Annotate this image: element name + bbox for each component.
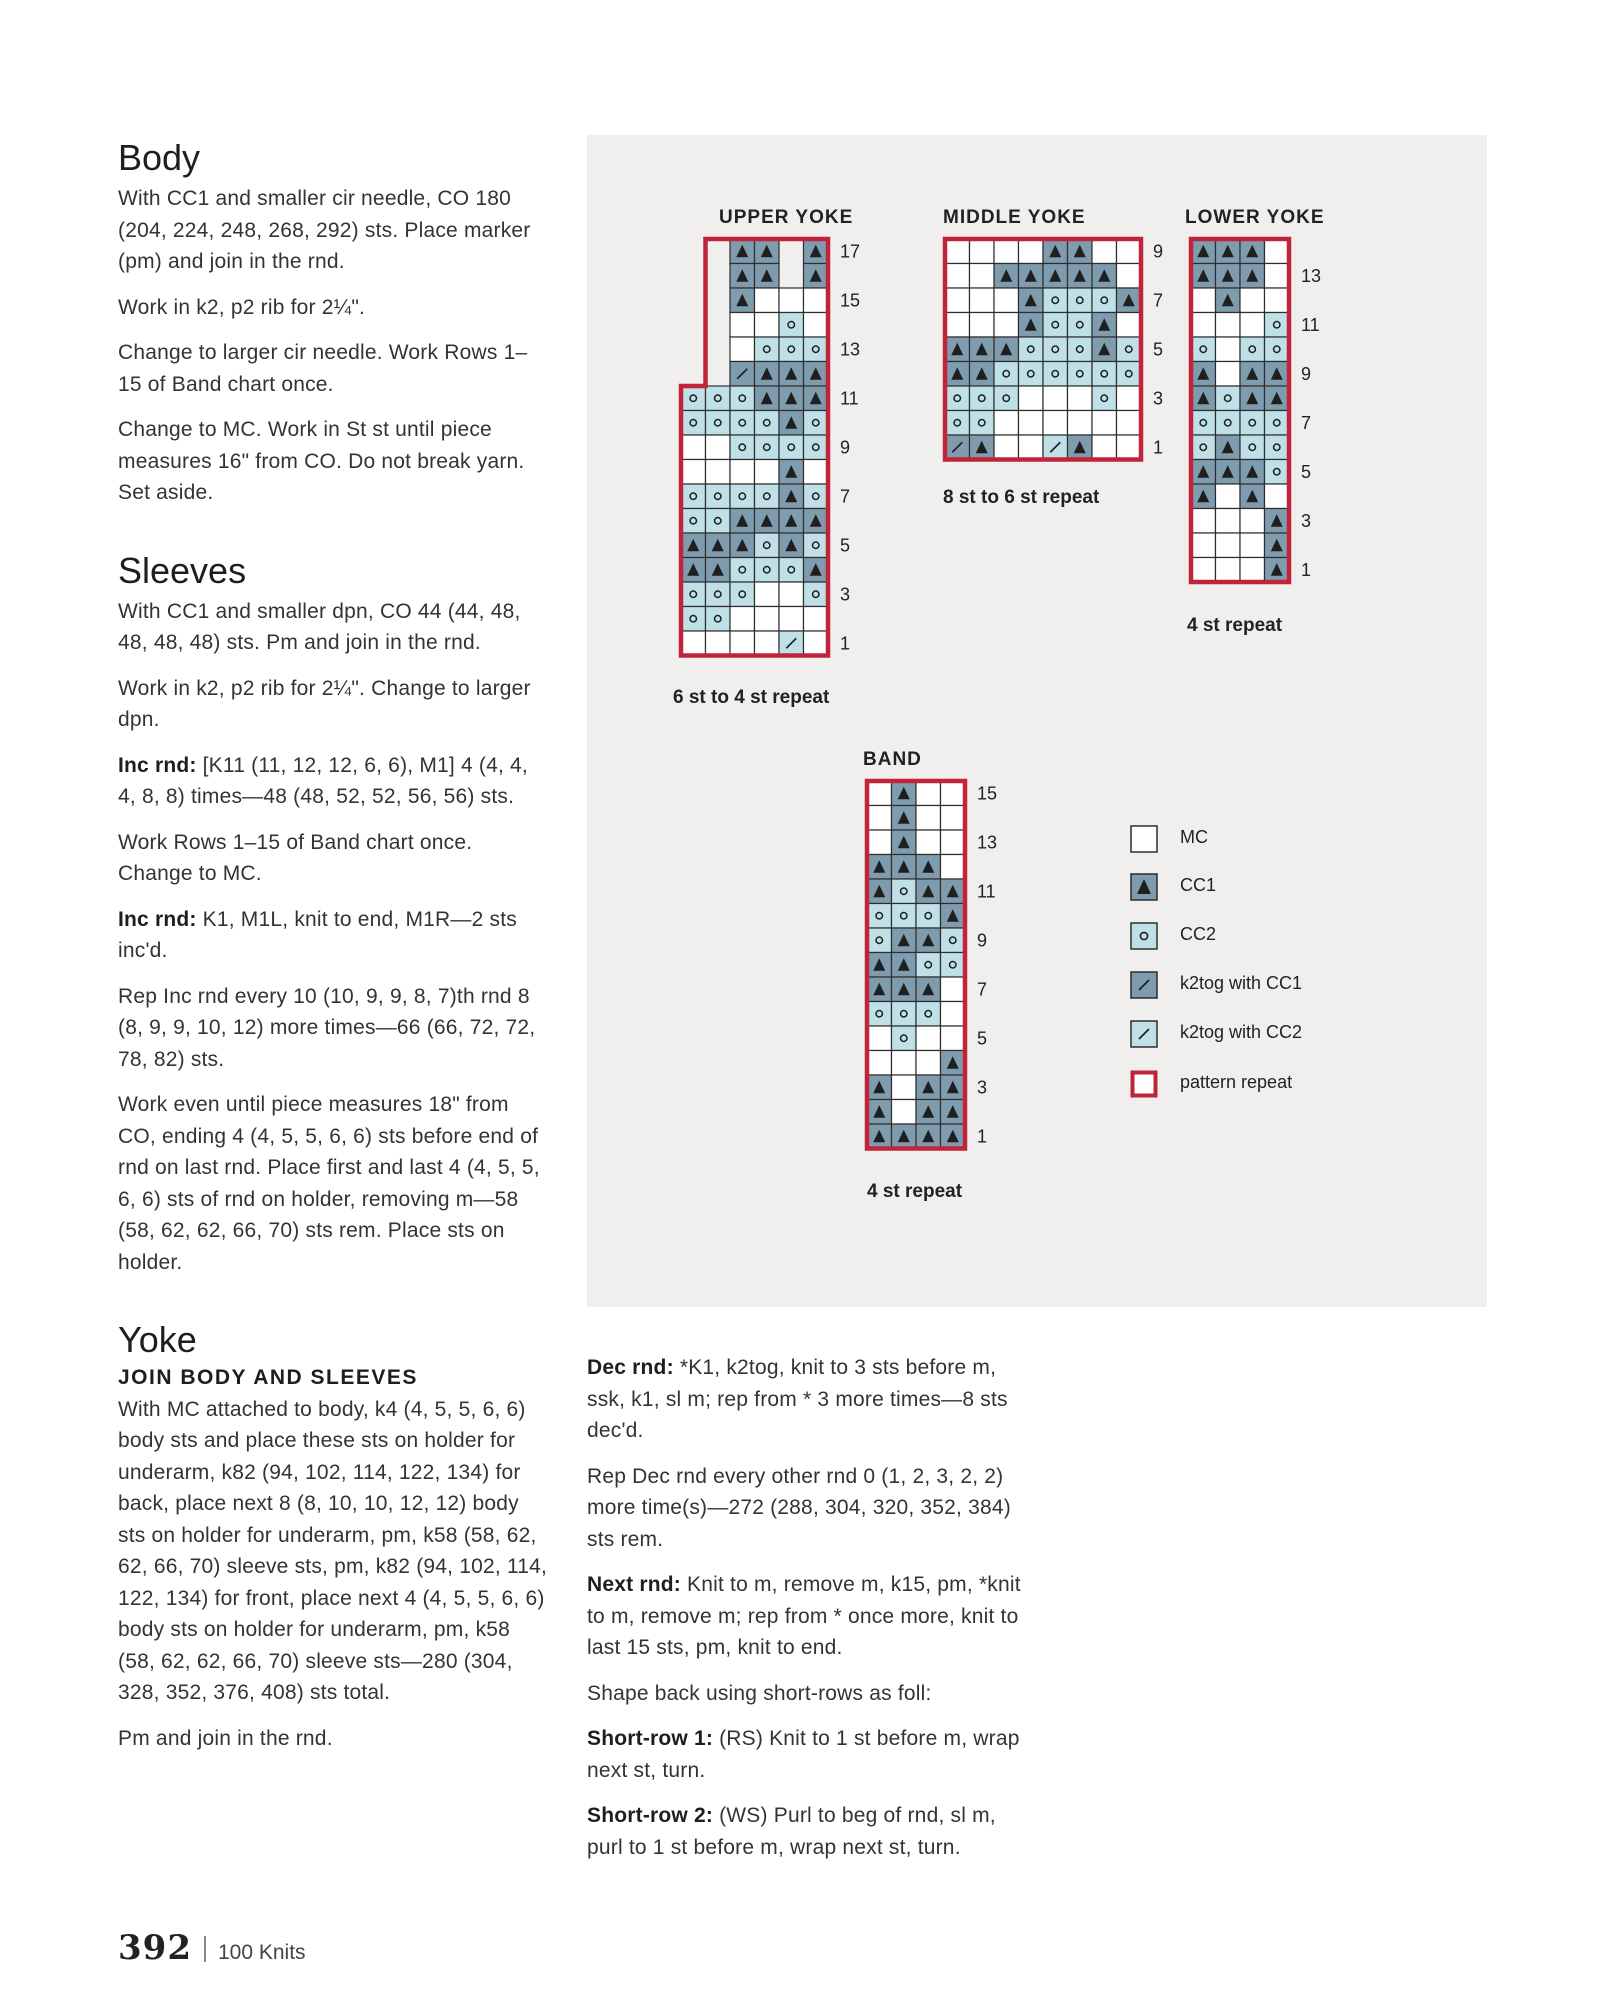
middle_yoke-stitch-cell xyxy=(1068,288,1093,313)
upper_yoke-stitch-cell xyxy=(681,607,706,632)
band-stitch-cell xyxy=(916,806,941,831)
next-rnd-text: Knit to m, remove m, k15, pm, *knit to m, remove m; rep from * once more, knit to last 15 sts, pm, knit to end. xyxy=(587,1573,1021,1659)
middle_yoke-stitch-cell xyxy=(1043,313,1068,338)
upper_yoke-row-number: 17 xyxy=(840,241,861,262)
sleeves-heading: Sleeves xyxy=(118,549,247,591)
middle_yoke-stitch-cell xyxy=(1092,288,1117,313)
middle_yoke-stitch-cell xyxy=(945,264,970,289)
sleeves-paragraph-2: Work in k2, p2 rib for 2¼". Change to larger dpn. xyxy=(118,676,531,732)
band-stitch-cell xyxy=(867,1002,892,1027)
band-stitch-cell xyxy=(867,830,892,855)
middle_yoke-row-number: 5 xyxy=(1153,339,1164,360)
middle_yoke-stitch-cell xyxy=(1019,386,1044,411)
band-stitch-cell xyxy=(941,1026,966,1051)
middle_yoke-stitch-cell xyxy=(1092,386,1117,411)
upper_yoke-stitch-cell xyxy=(804,607,829,632)
body-paragraph-1: With CC1 and smaller cir needle, CO 180 (204, 224, 248, 268, 292) sts. Place marker (pm) and join in the rnd. xyxy=(118,187,531,274)
sleeves-paragraph-5 xyxy=(118,904,548,967)
short-row-2-label: Short-row 2: xyxy=(587,1804,714,1827)
lower_yoke-stitch-cell xyxy=(1240,411,1265,436)
middle_yoke-row-number: 7 xyxy=(1153,290,1164,311)
band-stitch-cell xyxy=(916,1051,941,1076)
lower_yoke-stitch-cell xyxy=(1216,558,1241,583)
band-stitch-cell xyxy=(916,1026,941,1051)
legend-label-mc: MC xyxy=(1180,827,1208,847)
upper_yoke-row-number: 9 xyxy=(840,437,851,458)
body-paragraph-3: Change to larger cir needle. Work Rows 1–15 of Band chart once. xyxy=(118,341,528,396)
footer-separator xyxy=(204,1936,206,1962)
lower_yoke-row-number: 13 xyxy=(1301,265,1322,286)
middle_yoke-stitch-cell xyxy=(1043,362,1068,387)
middle_yoke-stitch-cell xyxy=(1068,362,1093,387)
band-row-number: 11 xyxy=(977,881,996,902)
upper_yoke-stitch-cell xyxy=(755,288,780,313)
upper_yoke-row-number: 11 xyxy=(840,388,859,409)
lower_yoke-stitch-cell xyxy=(1265,313,1290,338)
yoke-paragraph-1: With MC attached to body, k4 (4, 5, 5, 6, 6) body sts and place these sts on holder for underarm, k82 (94, 102, 114, 122, 134) for back, place next 8 (8, 10, 10, 12, 12) body sts on holder for underarm, pm, k58 (58, 62, 62, 66, 70) sleeve sts, pm, k82 (94, 102, 114, 122, 134) for front, place next 4 (4, 5, 5, 6, 6) body sts on holder for underarm, pm, k58 (58, 62, 62, 66, 70) sleeve sts—280 (304, 328, 352, 376, 408) sts total. xyxy=(118,1397,548,1705)
upper_yoke-stitch-cell xyxy=(706,411,731,436)
upper_yoke-stitch-cell xyxy=(730,411,755,436)
band-row-number: 7 xyxy=(977,979,988,1000)
lower_yoke-stitch-cell xyxy=(1265,411,1290,436)
upper_yoke-stitch-cell xyxy=(730,386,755,411)
upper_yoke-stitch-cell xyxy=(681,631,706,656)
middle_yoke-stitch-cell xyxy=(1043,386,1068,411)
lower_yoke-row-number: 3 xyxy=(1301,510,1312,531)
upper_yoke-stitch-cell xyxy=(730,558,755,583)
band-stitch-cell xyxy=(867,928,892,953)
middle_yoke-stitch-cell xyxy=(1043,337,1068,362)
upper_yoke-stitch-cell xyxy=(755,337,780,362)
upper_yoke-stitch-cell xyxy=(706,631,731,656)
upper_yoke-stitch-cell xyxy=(681,509,706,534)
sleeves-paragraph-1: With CC1 and smaller dpn, CO 44 (44, 48, 48, 48, 48) sts. Pm and join in the rnd. xyxy=(118,599,521,655)
shape-back-paragraph: Shape back using short-rows as foll: xyxy=(587,1681,932,1705)
upper_yoke-stitch-cell xyxy=(755,484,780,509)
upper_yoke-stitch-cell xyxy=(779,558,804,583)
upper-yoke-caption: 6 st to 4 st repeat xyxy=(673,687,830,708)
middle_yoke-stitch-cell xyxy=(994,239,1019,264)
band-stitch-cell xyxy=(892,1100,917,1125)
yoke-paragraph-2: Pm and join in the rnd. xyxy=(118,1726,333,1750)
middle_yoke-stitch-cell xyxy=(1068,411,1093,436)
upper_yoke-stitch-cell xyxy=(681,582,706,607)
middle_yoke-stitch-cell xyxy=(970,264,995,289)
lower_yoke-stitch-cell xyxy=(1240,435,1265,460)
band-row-number: 5 xyxy=(977,1028,988,1049)
cc2-circle-icon xyxy=(1130,922,1158,950)
band-stitch-cell xyxy=(916,953,941,978)
band-stitch-cell xyxy=(941,1002,966,1027)
upper_yoke-stitch-cell xyxy=(804,631,829,656)
book-title: 100 Knits xyxy=(217,1941,306,1964)
legend-label-cc1: CC1 xyxy=(1180,875,1217,895)
middle-column xyxy=(587,1352,1027,1877)
upper_yoke-stitch-cell xyxy=(804,288,829,313)
middle_yoke-cells xyxy=(945,239,1141,460)
upper_yoke-stitch-cell xyxy=(730,435,755,460)
k2tog-cc2-slash-icon xyxy=(1130,1020,1158,1048)
band-row-number: 15 xyxy=(977,783,998,804)
inc-rnd-label: Inc rnd: xyxy=(118,753,197,777)
band-stitch-cell xyxy=(867,806,892,831)
middle_yoke-stitch-cell xyxy=(1068,337,1093,362)
upper_yoke-stitch-cell xyxy=(779,288,804,313)
middle_yoke-stitch-cell xyxy=(1019,239,1044,264)
middle-yoke-caption: 8 st to 6 st repeat xyxy=(943,487,1100,508)
band-row-number: 1 xyxy=(977,1126,988,1147)
band-title: BAND xyxy=(863,749,922,770)
middle_yoke-stitch-cell xyxy=(1019,435,1044,460)
upper_yoke-stitch-cell xyxy=(730,313,755,338)
lower_yoke-stitch-cell xyxy=(1240,558,1265,583)
lower_yoke-stitch-cell xyxy=(1191,509,1216,534)
upper_yoke-stitch-cell xyxy=(755,607,780,632)
upper_yoke-stitch-cell xyxy=(804,533,829,558)
middle_yoke-stitch-cell xyxy=(1117,239,1142,264)
middle_yoke-stitch-cell xyxy=(1043,411,1068,436)
upper_yoke-stitch-cell xyxy=(779,313,804,338)
upper_yoke-stitch-cell xyxy=(730,337,755,362)
middle_yoke-stitch-cell xyxy=(994,435,1019,460)
middle-yoke-grid xyxy=(941,235,1164,505)
short-row-1-paragraph xyxy=(587,1723,1027,1786)
middle_yoke-stitch-cell xyxy=(994,313,1019,338)
upper_yoke-stitch-cell xyxy=(755,313,780,338)
upper_yoke-stitch-cell xyxy=(755,631,780,656)
middle_yoke-stitch-cell xyxy=(1092,239,1117,264)
upper_yoke-stitch-cell xyxy=(706,582,731,607)
upper_yoke-stitch-cell xyxy=(804,435,829,460)
upper_yoke-stitch-cell xyxy=(706,386,731,411)
middle_yoke-stitch-cell xyxy=(1092,411,1117,436)
lower_yoke-stitch-cell xyxy=(1265,337,1290,362)
upper_yoke-stitch-cell xyxy=(730,607,755,632)
middle_yoke-stitch-cell xyxy=(994,362,1019,387)
middle_yoke-stitch-cell xyxy=(1117,264,1142,289)
lower_yoke-stitch-cell xyxy=(1265,435,1290,460)
lower_yoke-stitch-cell xyxy=(1191,288,1216,313)
upper_yoke-stitch-cell xyxy=(755,582,780,607)
lower_yoke-stitch-cell xyxy=(1240,533,1265,558)
band-stitch-cell xyxy=(892,1051,917,1076)
upper_yoke-stitch-cell xyxy=(755,558,780,583)
band-stitch-cell xyxy=(892,1075,917,1100)
band-stitch-cell xyxy=(867,904,892,929)
middle_yoke-stitch-cell xyxy=(970,313,995,338)
middle_yoke-row-number: 9 xyxy=(1153,241,1164,262)
lower_yoke-row-number: 7 xyxy=(1301,412,1312,433)
middle_yoke-stitch-cell xyxy=(1092,362,1117,387)
chart-panel xyxy=(587,135,1487,1307)
lower_yoke-row-number: 5 xyxy=(1301,461,1312,482)
k2tog-cc1-slash-icon xyxy=(1130,971,1158,999)
middle_yoke-stitch-cell xyxy=(970,386,995,411)
middle_yoke-stitch-cell xyxy=(1117,411,1142,436)
lower_yoke-stitch-cell xyxy=(1265,239,1290,264)
inc-rnd-text: [K11 (11, 12, 12, 6, 6), M1] 4 (4, 4, 4, 8, 8) times—48 (48, 52, 52, 56, 56) sts. xyxy=(118,753,528,809)
upper_yoke-stitch-cell xyxy=(730,631,755,656)
band-stitch-cell xyxy=(941,830,966,855)
upper_yoke-stitch-cell xyxy=(681,435,706,460)
middle_yoke-stitch-cell xyxy=(945,239,970,264)
band-stitch-cell xyxy=(892,1002,917,1027)
lower_yoke-stitch-cell xyxy=(1216,337,1241,362)
middle_yoke-stitch-cell xyxy=(970,411,995,436)
middle_yoke-stitch-cell xyxy=(1117,362,1142,387)
middle_yoke-stitch-cell xyxy=(1117,386,1142,411)
upper_yoke-row-number: 15 xyxy=(840,290,861,311)
upper_yoke-stitch-cell xyxy=(755,435,780,460)
lower_yoke-stitch-cell xyxy=(1265,484,1290,509)
middle_yoke-stitch-cell xyxy=(1019,411,1044,436)
middle_yoke-stitch-cell xyxy=(1068,386,1093,411)
body-heading: Body xyxy=(118,137,201,178)
middle_yoke-stitch-cell xyxy=(994,411,1019,436)
band-stitch-cell xyxy=(892,879,917,904)
middle_yoke-stitch-cell xyxy=(1117,337,1142,362)
lower-yoke-grid xyxy=(1187,235,1337,635)
middle_yoke-stitch-cell xyxy=(970,288,995,313)
middle_yoke-stitch-cell xyxy=(1117,313,1142,338)
middle_yoke-stitch-cell xyxy=(945,411,970,436)
inc-rnd-text-2: K1, M1L, knit to end, M1R—2 sts inc'd. xyxy=(118,907,517,963)
middle_yoke-stitch-cell xyxy=(945,313,970,338)
lower_yoke-stitch-cell xyxy=(1240,288,1265,313)
band-stitch-cell xyxy=(941,977,966,1002)
lower-yoke-title: LOWER YOKE xyxy=(1185,207,1325,228)
band-grid xyxy=(863,777,1013,1207)
sleeves-paragraph-3 xyxy=(118,750,548,813)
legend-label-repeat: pattern repeat xyxy=(1180,1072,1293,1092)
lower_yoke-stitch-cell xyxy=(1216,411,1241,436)
cc1-triangle-icon xyxy=(1130,873,1158,901)
lower_yoke-stitch-cell xyxy=(1191,313,1216,338)
upper_yoke-stitch-cell xyxy=(706,435,731,460)
lower_yoke-stitch-cell xyxy=(1216,484,1241,509)
lower_yoke-stitch-cell xyxy=(1216,362,1241,387)
upper_yoke-stitch-cell xyxy=(681,460,706,485)
band-stitch-cell xyxy=(892,1026,917,1051)
middle_yoke-stitch-cell xyxy=(1019,337,1044,362)
upper_yoke-stitch-cell xyxy=(779,435,804,460)
band-stitch-cell xyxy=(867,1026,892,1051)
upper_yoke-stitch-cell xyxy=(804,460,829,485)
upper_yoke-stitch-cell xyxy=(706,607,731,632)
dec-rnd-text: *K1, k2tog, knit to 3 sts before m, ssk, k1, sl m; rep from * 3 more times—8 sts dec'd. xyxy=(587,1356,1008,1442)
upper_yoke-stitch-cell xyxy=(730,460,755,485)
pattern-repeat-box-icon xyxy=(1130,1070,1158,1098)
upper_yoke-stitch-cell xyxy=(755,411,780,436)
lower_yoke-stitch-cell xyxy=(1265,460,1290,485)
upper_yoke-stitch-cell xyxy=(681,386,706,411)
join-subheading: JOIN BODY AND SLEEVES xyxy=(118,1365,418,1389)
upper_yoke-stitch-cell xyxy=(804,337,829,362)
upper_yoke-cells xyxy=(681,239,828,656)
band-stitch-cell xyxy=(892,904,917,929)
lower_yoke-stitch-cell xyxy=(1265,288,1290,313)
lower_yoke-stitch-cell xyxy=(1265,264,1290,289)
upper_yoke-stitch-cell xyxy=(779,607,804,632)
band-stitch-cell xyxy=(916,830,941,855)
lower_yoke-stitch-cell xyxy=(1216,509,1241,534)
middle_yoke-row-number: 1 xyxy=(1153,437,1164,458)
upper_yoke-row-number: 3 xyxy=(840,584,851,605)
band-stitch-cell xyxy=(867,1051,892,1076)
band-stitch-cell xyxy=(916,904,941,929)
lower_yoke-stitch-cell xyxy=(1191,533,1216,558)
left-column xyxy=(118,136,548,1768)
band-stitch-cell xyxy=(941,781,966,806)
lower_yoke-stitch-cell xyxy=(1191,411,1216,436)
upper_yoke-stitch-cell xyxy=(706,484,731,509)
sleeves-paragraph-4: Work Rows 1–15 of Band chart once. Change to MC. xyxy=(118,830,473,886)
mc-swatch-icon xyxy=(1130,825,1158,853)
lower_yoke-stitch-cell xyxy=(1191,337,1216,362)
middle_yoke-stitch-cell xyxy=(1043,288,1068,313)
middle_yoke-stitch-cell xyxy=(994,288,1019,313)
upper_yoke-stitch-cell xyxy=(730,484,755,509)
dec-rnd-paragraph xyxy=(587,1352,1027,1447)
rep-dec-paragraph: Rep Dec rnd every other rnd 0 (1, 2, 3, 2, 2) more time(s)—272 (288, 304, 320, 352, 384) sts rem. xyxy=(587,1464,1011,1551)
upper-yoke-grid xyxy=(677,235,861,705)
upper-yoke-title: UPPER YOKE xyxy=(719,207,854,228)
upper_yoke-stitch-cell xyxy=(755,533,780,558)
upper_yoke-stitch-cell xyxy=(730,582,755,607)
band-row-number: 9 xyxy=(977,930,988,951)
middle_yoke-stitch-cell xyxy=(1117,435,1142,460)
upper_yoke-stitch-cell xyxy=(804,411,829,436)
middle-yoke-title: MIDDLE YOKE xyxy=(943,207,1086,228)
inc-rnd-label-2: Inc rnd: xyxy=(118,907,197,931)
band-stitch-cell xyxy=(941,855,966,880)
short-row-1-text: (RS) Knit to 1 st before m, wrap next st, turn. xyxy=(587,1727,1020,1782)
lower_yoke-row-number: 11 xyxy=(1301,314,1320,335)
lower_yoke-stitch-cell xyxy=(1240,509,1265,534)
lower_yoke-stitch-cell xyxy=(1216,533,1241,558)
lower_yoke-row-number: 9 xyxy=(1301,363,1312,384)
next-rnd-label: Next rnd: xyxy=(587,1573,681,1596)
lower_yoke-cells xyxy=(1191,239,1289,582)
upper_yoke-row-number: 13 xyxy=(840,339,861,360)
band-stitch-cell xyxy=(941,953,966,978)
lower_yoke-row-number: 1 xyxy=(1301,559,1312,580)
sleeves-paragraph-6: Rep Inc rnd every 10 (10, 9, 9, 8, 7)th rnd 8 (8, 9, 9, 10, 12) more times—66 (66, 72, 72, 78, 82) sts. xyxy=(118,984,536,1071)
band-stitch-cell xyxy=(941,928,966,953)
band-stitch-cell xyxy=(867,781,892,806)
yoke-heading: Yoke xyxy=(118,1319,197,1361)
band-stitch-cell xyxy=(941,806,966,831)
lower_yoke-stitch-cell xyxy=(1216,386,1241,411)
page-number: 392 xyxy=(118,1928,192,1968)
lower_yoke-stitch-cell xyxy=(1216,313,1241,338)
band-stitch-cell xyxy=(916,1002,941,1027)
middle_yoke-stitch-cell xyxy=(1068,313,1093,338)
upper_yoke-stitch-cell xyxy=(681,411,706,436)
upper_yoke-stitch-cell xyxy=(804,582,829,607)
upper_yoke-stitch-cell xyxy=(706,509,731,534)
body-paragraph-2: Work in k2, p2 rib for 2¼". xyxy=(118,295,366,319)
band-row-number: 13 xyxy=(977,832,998,853)
band-caption: 4 st repeat xyxy=(867,1181,963,1202)
upper_yoke-stitch-cell xyxy=(706,460,731,485)
middle_yoke-stitch-cell xyxy=(994,386,1019,411)
short-row-2-text: (WS) Purl to beg of rnd, sl m, purl to 1 st before m, wrap next st, turn. xyxy=(587,1804,996,1859)
upper_yoke-stitch-cell xyxy=(755,460,780,485)
upper_yoke-row-number: 1 xyxy=(840,633,851,654)
page-footer xyxy=(118,1928,306,1968)
legend-label-k2tog-cc2: k2tog with CC2 xyxy=(1180,1022,1303,1042)
middle_yoke-stitch-cell xyxy=(1092,435,1117,460)
upper_yoke-stitch-cell xyxy=(804,313,829,338)
middle_yoke-row-number: 3 xyxy=(1153,388,1164,409)
short-row-1-label: Short-row 1: xyxy=(587,1727,714,1750)
lower_yoke-stitch-cell xyxy=(1240,337,1265,362)
short-row-2-paragraph xyxy=(587,1800,1027,1863)
upper_yoke-stitch-cell xyxy=(779,337,804,362)
lower_yoke-stitch-cell xyxy=(1240,313,1265,338)
upper_yoke-row-number: 5 xyxy=(840,535,851,556)
upper_yoke-stitch-cell xyxy=(804,484,829,509)
middle_yoke-stitch-cell xyxy=(945,288,970,313)
lower_yoke-stitch-cell xyxy=(1191,558,1216,583)
upper_yoke-stitch-cell xyxy=(681,484,706,509)
middle_yoke-stitch-cell xyxy=(1019,362,1044,387)
middle_yoke-stitch-cell xyxy=(945,386,970,411)
band-stitch-cell xyxy=(916,781,941,806)
legend-label-k2tog-cc1: k2tog with CC1 xyxy=(1180,973,1303,993)
body-paragraph-4: Change to MC. Work in St st until piece measures 16" from CO. Do not break yarn. Set aside. xyxy=(118,418,525,505)
upper_yoke-row-number: 7 xyxy=(840,486,851,507)
lower_yoke-stitch-cell xyxy=(1191,435,1216,460)
dec-rnd-label: Dec rnd: xyxy=(587,1356,674,1379)
band-row-number: 3 xyxy=(977,1077,988,1098)
upper_yoke-stitch-cell xyxy=(779,582,804,607)
next-rnd-paragraph xyxy=(587,1569,1027,1664)
lower-yoke-caption: 4 st repeat xyxy=(1187,615,1283,636)
band-cells xyxy=(867,781,965,1149)
sleeves-paragraph-7: Work even until piece measures 18" from CO, ending 4 (4, 5, 5, 6, 6) sts before end of rnd on last rnd. Place first and last 4 (4, 5, 5, 6, 6) sts of rnd on holder, removing m—58 (58, 62, 62, 66, 70) sts rem. Place sts on holder. xyxy=(118,1093,540,1274)
middle_yoke-stitch-cell xyxy=(970,239,995,264)
legend-label-cc2: CC2 xyxy=(1180,924,1217,944)
